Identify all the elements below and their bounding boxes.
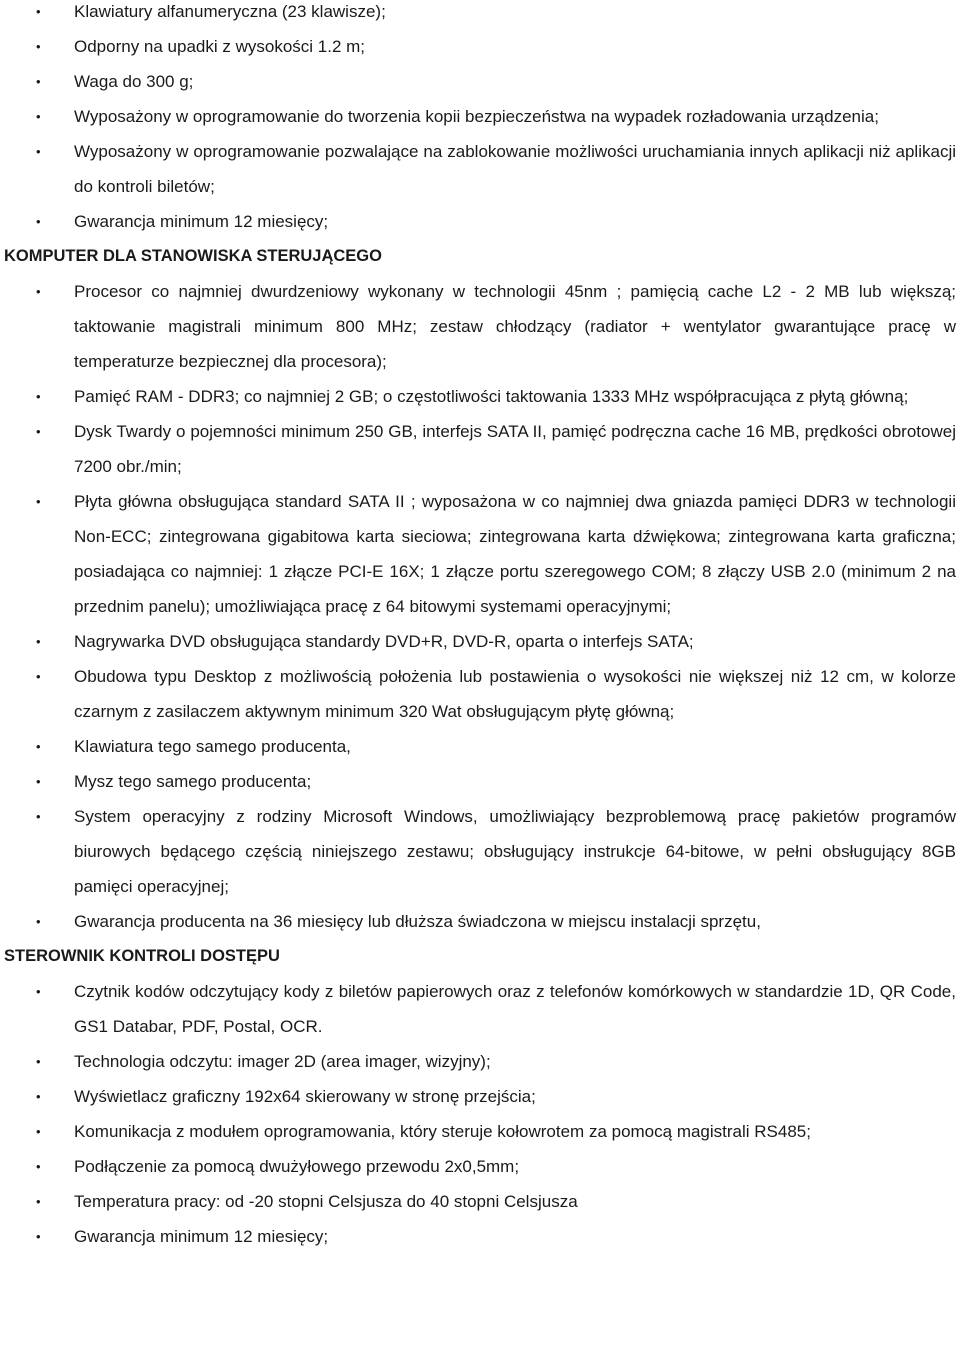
list-item-text: System operacyjny z rodziny Microsoft Windows, umożliwiający bezproblemową pracę pakietów programów biurowych będącego częścią niniejszego zestawu; obsługujący instrukcje 64-bitowe, w pełni obsługujący 8GB pamięci operacyjnej; (74, 807, 956, 896)
bullet-icon: • (36, 1194, 41, 1209)
list-item-text: Podłączenie za pomocą dwużyłowego przewodu 2x0,5mm; (74, 1157, 520, 1176)
list-item-text: Mysz tego samego producenta; (74, 772, 312, 791)
bullet-icon: • (36, 1124, 41, 1139)
section-heading-access-controller: STEROWNIK KONTROLI DOSTĘPU (4, 947, 280, 965)
bullet-icon: • (36, 39, 41, 54)
bullet-icon: • (36, 494, 41, 509)
list-item-text: Płyta główna obsługująca standard SATA II ; wyposażona w co najmniej dwa gniazda pamięci DDR3 w technologii Non-ECC; zintegrowana gigabitowa karta sieciowa; zintegrowana karta dźwiękowa; zintegrowana karta graficzna; posiadająca co najmniej: 1 złącze PCI-E 16X; 1 złącze portu szeregowego COM; 8 złączy USB 2.0 (minimum 2 na przednim panelu); umożliwiająca pracę z 64 bitowymi systemami operacyjnymi; (74, 492, 956, 616)
bullet-icon: • (36, 144, 41, 159)
list-item (0, 799, 960, 904)
bullet-icon: • (36, 739, 41, 754)
bullet-icon: • (36, 1229, 41, 1244)
list-item (0, 1149, 960, 1184)
list-item-text: Nagrywarka DVD obsługująca standardy DVD+R, DVD-R, oparta o interfejs SATA; (74, 632, 694, 651)
list-item-text: Klawiatura tego samego producenta, (74, 737, 351, 756)
list-item-text: Komunikacja z modułem oprogramowania, który steruje kołowrotem za pomocą magistrali RS485; (74, 1122, 811, 1141)
computer-spec-list (0, 274, 960, 939)
list-item (0, 484, 960, 624)
intro-spec-list (0, 0, 960, 239)
bullet-icon: • (36, 1159, 41, 1174)
bullet-icon: • (36, 214, 41, 229)
list-item (0, 659, 960, 729)
list-item-text: Obudowa typu Desktop z możliwością położenia lub postawienia o wysokości nie większej niż 12 cm, w kolorze czarnym z zasilaczem aktywnym minimum 320 Wat obsługującym płytę główną; (74, 667, 956, 721)
list-item (0, 1044, 960, 1079)
bullet-icon: • (36, 984, 41, 999)
list-item-text: Technologia odczytu: imager 2D (area imager, wizyjny); (74, 1052, 491, 1071)
list-item-text: Czytnik kodów odczytujący kody z biletów papierowych oraz z telefonów komórkowych w standardzie 1D, QR Code, GS1 Databar, PDF, Postal, OCR. (74, 982, 956, 1036)
list-item (0, 379, 960, 414)
list-item (0, 764, 960, 799)
bullet-icon: • (36, 914, 41, 929)
bullet-icon: • (36, 774, 41, 789)
list-item (0, 0, 960, 29)
list-item (0, 274, 960, 379)
bullet-icon: • (36, 74, 41, 89)
list-item-text: Procesor co najmniej dwurdzeniowy wykonany w technologii 45nm ; pamięcią cache L2 - 2 MB lub większą; taktowanie magistrali minimum 800 MHz; zestaw chłodzący (radiator + wentylator gwarantujące pracę w temperaturze bezpiecznej dla procesora); (74, 282, 956, 371)
list-item (0, 1219, 960, 1254)
bullet-icon: • (36, 284, 41, 299)
list-item-text: Waga do 300 g; (74, 72, 194, 91)
access-controller-spec-list (0, 974, 960, 1254)
bullet-icon: • (36, 634, 41, 649)
bullet-icon: • (36, 424, 41, 439)
bullet-icon: • (36, 809, 41, 824)
list-item (0, 64, 960, 99)
list-item (0, 414, 960, 484)
list-item (0, 1114, 960, 1149)
list-item-text: Wyposażony w oprogramowanie pozwalające na zablokowanie możliwości uruchamiania innych aplikacji niż aplikacji do kontroli biletów; (74, 142, 956, 196)
list-item-text: Gwarancja producenta na 36 miesięcy lub dłuższa świadczona w miejscu instalacji sprzętu, (74, 912, 761, 931)
list-item (0, 729, 960, 764)
list-item-text: Odporny na upadki z wysokości 1.2 m; (74, 37, 366, 56)
list-item-text: Gwarancja minimum 12 miesięcy; (74, 212, 329, 231)
list-item-text: Klawiatury alfanumeryczna (23 klawisze); (74, 2, 386, 21)
list-item (0, 1079, 960, 1114)
bullet-icon: • (36, 669, 41, 684)
list-item-text: Pamięć RAM - DDR3; co najmniej 2 GB; o częstotliwości taktowania 1333 MHz współpracująca z płytą główną; (74, 387, 909, 406)
list-item (0, 974, 960, 1044)
bullet-icon: • (36, 4, 41, 19)
list-item (0, 624, 960, 659)
bullet-icon: • (36, 389, 41, 404)
list-item-text: Gwarancja minimum 12 miesięcy; (74, 1227, 329, 1246)
section-heading-computer: KOMPUTER DLA STANOWISKA STERUJĄCEGO (4, 247, 382, 265)
list-item (0, 134, 960, 204)
list-item-text: Dysk Twardy o pojemności minimum 250 GB, interfejs SATA II, pamięć podręczna cache 16 MB, prędkości obrotowej 7200 obr./min; (74, 422, 956, 476)
list-item-text: Wyposażony w oprogramowanie do tworzenia kopii bezpieczeństwa na wypadek rozładowania urządzenia; (74, 107, 879, 126)
bullet-icon: • (36, 1089, 41, 1104)
list-item-text: Temperatura pracy: od -20 stopni Celsjusza do 40 stopni Celsjusza (74, 1192, 578, 1211)
bullet-icon: • (36, 1054, 41, 1069)
list-item (0, 904, 960, 939)
list-item (0, 204, 960, 239)
list-item (0, 99, 960, 134)
list-item-text: Wyświetlacz graficzny 192x64 skierowany w stronę przejścia; (74, 1087, 536, 1106)
list-item (0, 29, 960, 64)
list-item (0, 1184, 960, 1219)
bullet-icon: • (36, 109, 41, 124)
